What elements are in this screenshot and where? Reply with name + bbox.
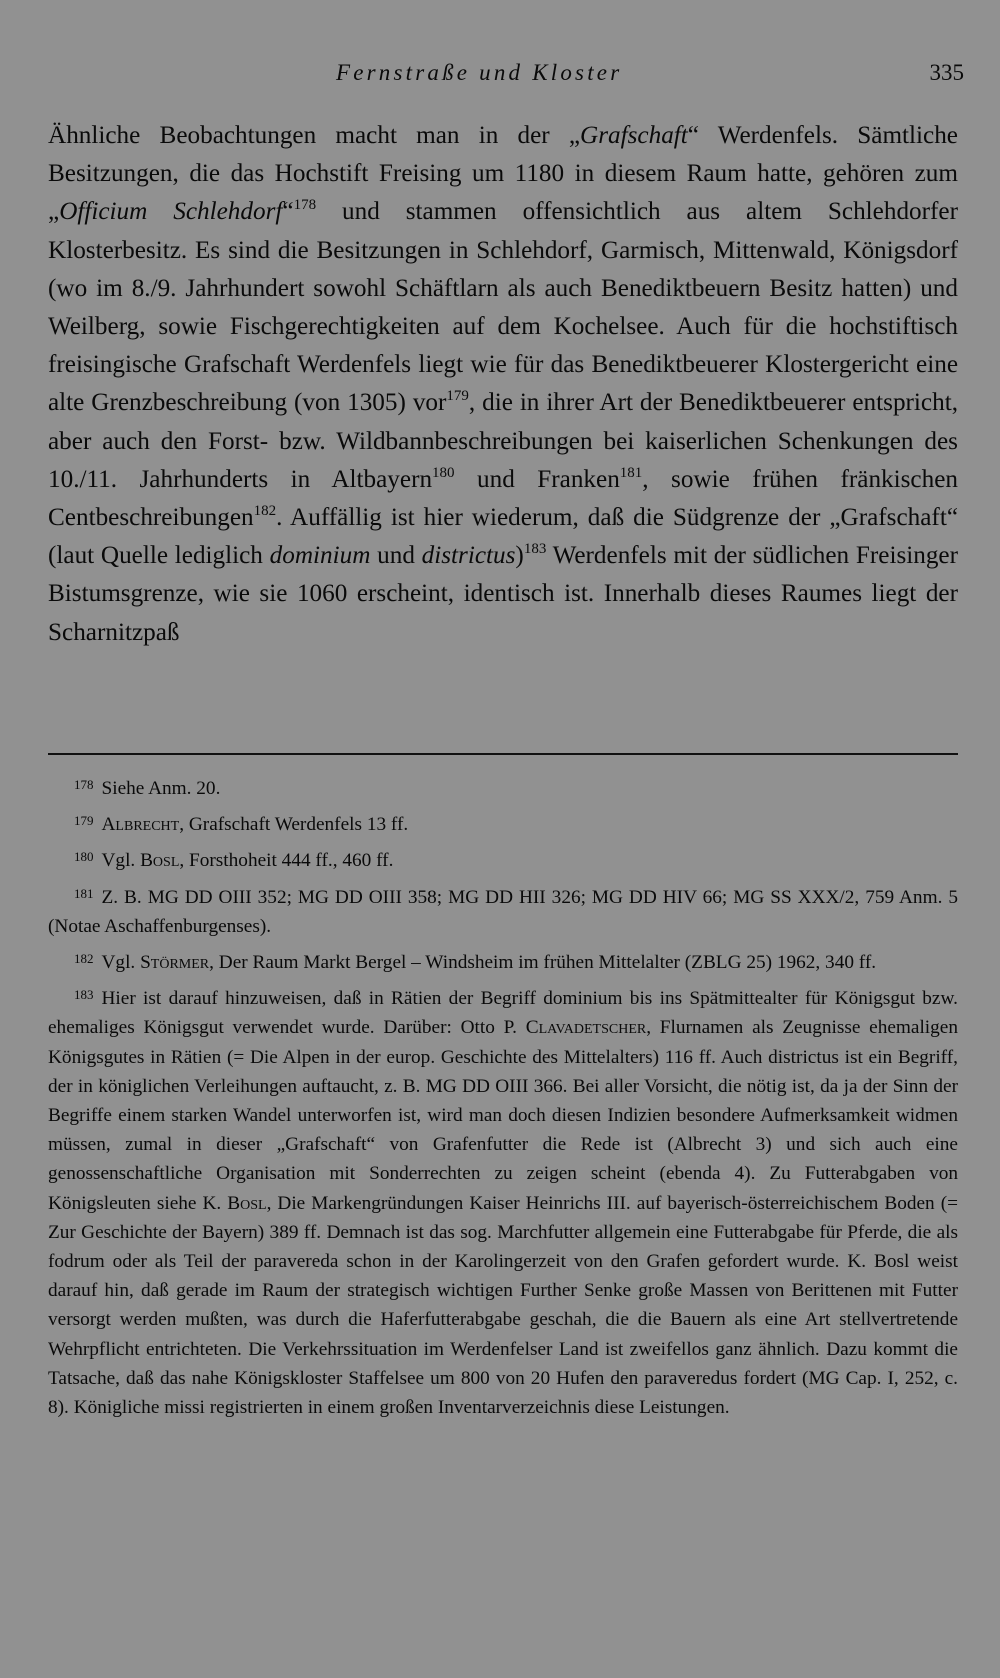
footnote-ref-178[interactable]: 178 bbox=[293, 197, 317, 214]
footnote-text: Siehe Anm. 20. bbox=[101, 778, 221, 799]
footnote-number: 180 bbox=[74, 849, 94, 865]
footnote-divider bbox=[48, 753, 958, 755]
text-run: und stammen offensichtlich aus altem Schlehdorfer Klosterbesitz. Es sind die Besitzungen in Schlehdorf, Garmisch, Mittenwald, Königsdorf (wo im 8./9. Jahrhundert sowohl Schäftlarn als auch Benediktbeuern Besitz hatten) und Weilberg, sowie Fischgerechtigkeiten auf dem Kochelsee. Auch für die hochstiftisch freisingische Grafschaft Werdenfels liegt wie für das Benediktbeuerer Klostergericht eine alte Grenzbeschreibung (von 1305) vor bbox=[48, 198, 958, 417]
text-run: , die in ihrer Art der Benediktbeuerer entspricht, aber auch den Forst- bzw. Wildbannbeschreibungen bei kaiserlichen Schenkungen des 10./11. Jahrhunderts in Altbayern bbox=[48, 389, 958, 493]
italic-term: Grafschaft bbox=[580, 122, 688, 149]
text-run: und Franken bbox=[454, 465, 620, 493]
text-run: und bbox=[370, 542, 422, 570]
footnote-author: Clavadetscher bbox=[525, 1017, 647, 1039]
page-header bbox=[48, 56, 964, 96]
footnote-number: 178 bbox=[74, 777, 94, 792]
text-run: ) bbox=[515, 542, 524, 570]
footnote-author: Bosl bbox=[140, 850, 180, 872]
footnote-180 bbox=[48, 842, 958, 875]
footnote-prefix: Vgl. bbox=[101, 850, 141, 872]
text-run: Ähnliche Beobachtungen macht man in der „ bbox=[48, 122, 581, 149]
footnote-182 bbox=[48, 944, 958, 977]
footnote-text: , Forsthoheit 444 ff., 460 ff. bbox=[179, 850, 394, 872]
footnote-number: 181 bbox=[74, 885, 94, 901]
footnote-author: Bosl bbox=[227, 1192, 267, 1214]
footnote-author: Albrecht bbox=[101, 814, 180, 836]
text-run: “ Werdenfels. Sämtliche Besitzungen, die das Hochstift Freising um 1180 in diesem Raum hatte, gehören zum „ bbox=[48, 122, 958, 226]
text-run: , sowie frühen fränkischen Centbeschreibungen bbox=[48, 465, 958, 532]
footnote-ref-179[interactable]: 179 bbox=[446, 388, 469, 405]
footnote-ref-180[interactable]: 180 bbox=[432, 464, 455, 481]
footnotes bbox=[48, 770, 958, 1425]
page-number: 335 bbox=[929, 60, 964, 85]
footnote-ref-182[interactable]: 182 bbox=[253, 503, 277, 520]
body-paragraph bbox=[48, 117, 958, 652]
footnote-number: 179 bbox=[74, 813, 94, 829]
footnote-text: , Grafschaft Werdenfels 13 ff. bbox=[179, 814, 409, 836]
italic-term: Officium Schlehdorf bbox=[59, 198, 283, 226]
text-run: . Auffällig ist hier wiederum, daß die Südgrenze der „Grafschaft“ (laut Quelle lediglich bbox=[48, 504, 958, 570]
footnote-prefix: Vgl. bbox=[101, 952, 141, 974]
footnote-179 bbox=[48, 806, 958, 839]
footnote-text: , Die Markengründungen Kaiser Heinrichs III. auf bayerisch-österreichischem Boden (= Zur Geschichte der Bayern) 389 ff. Demnach ist das sog. Marchfutter allgemein eine Futterabgabe für Pferde, die als fodrum oder als Teil der paravereda schon in der Karolingerzeit von den Grafen gefordert wurde. K. Bosl weist darauf hin, daß gerade im Raum der strategisch wichtigen Further Senke große Massen von Berittenen mit Futter versorgt werden mußten, was durch die Haferfutterabgabe geschah, die die Bauern als eine Art stellvertretende Wehrpflicht entrichteten. Die Verkehrssituation im Werdenfelser Land ist zweifellos ganz ähnlich. Dazu kommt die Tatsache, daß das nahe Königskloster Staffelsee um 800 von 20 Hufen den paraveredus fordert (MG Cap. I, 252, c. 8). Königliche missi registrierten in einem großen Inventarverzeichnis diese Leistungen. bbox=[48, 1192, 959, 1419]
main-text bbox=[48, 117, 958, 652]
text-run: “ bbox=[282, 198, 294, 226]
footnote-text: , Der Raum Markt Bergel – Windsheim im frühen Mittelalter (ZBLG 25) 1962, 340 ff. bbox=[209, 952, 877, 974]
footnote-ref-181[interactable]: 181 bbox=[619, 464, 643, 481]
footnote-text: , Flurnamen als Zeugnisse ehemaligen Königsgutes in Rätien (= Die Alpen in der europ. Geschichte des Mittelalters) 116 ff. Auch districtus ist ein Begriff, der in königlichen Verleihungen auftaucht, z. B. MG DD OIII 366. Bei aller Vorsicht, die nötig ist, da ja der Sinn der Begriffe einem starken Wandel unterworfen ist, wird man doch diesen Indizien besondere Aufmerksamkeit widmen müssen, zumal in dieser „Grafschaft“ von Grafenfutter die Rede ist (Albrecht 3) und sich auch eine genossenschaftliche Organisation mit Sonderrechten zu zeigen scheint (ebenda 4). Zu Futterabgaben von Königsleuten siehe K. bbox=[48, 1017, 959, 1214]
footnote-number: 183 bbox=[74, 987, 94, 1003]
running-title: Fernstraße und Kloster bbox=[336, 60, 623, 85]
footnote-number: 182 bbox=[74, 951, 94, 967]
footnote-181 bbox=[48, 879, 958, 941]
footnote-178 bbox=[48, 770, 958, 803]
footnote-author: Störmer bbox=[140, 952, 210, 974]
footnote-ref-183[interactable]: 183 bbox=[523, 541, 547, 558]
footnote-183 bbox=[48, 980, 958, 1422]
italic-term: dominium bbox=[269, 542, 371, 570]
footnote-text: Z. B. MG DD OIII 352; MG DD OIII 358; MG DD HII 326; MG DD HIV 66; MG SS XXX/2, 759 Anm. 5 (Notae Aschaffenburgenses). bbox=[48, 886, 958, 937]
italic-term: districtus bbox=[421, 542, 516, 570]
text-run: Werdenfels mit der südlichen Freisinger Bistumsgrenze, wie sie 1060 erscheint, identisch ist. Innerhalb dieses Raumes liegt der Scharnitzpaß bbox=[48, 542, 959, 646]
footnote-text: Hier ist darauf hinzuweisen, daß in Rätien der Begriff dominium bis ins Spätmittealter für Königsgut bzw. ehemaliges Königsgut verwendet wurde. Darüber: Otto P. bbox=[48, 988, 958, 1039]
